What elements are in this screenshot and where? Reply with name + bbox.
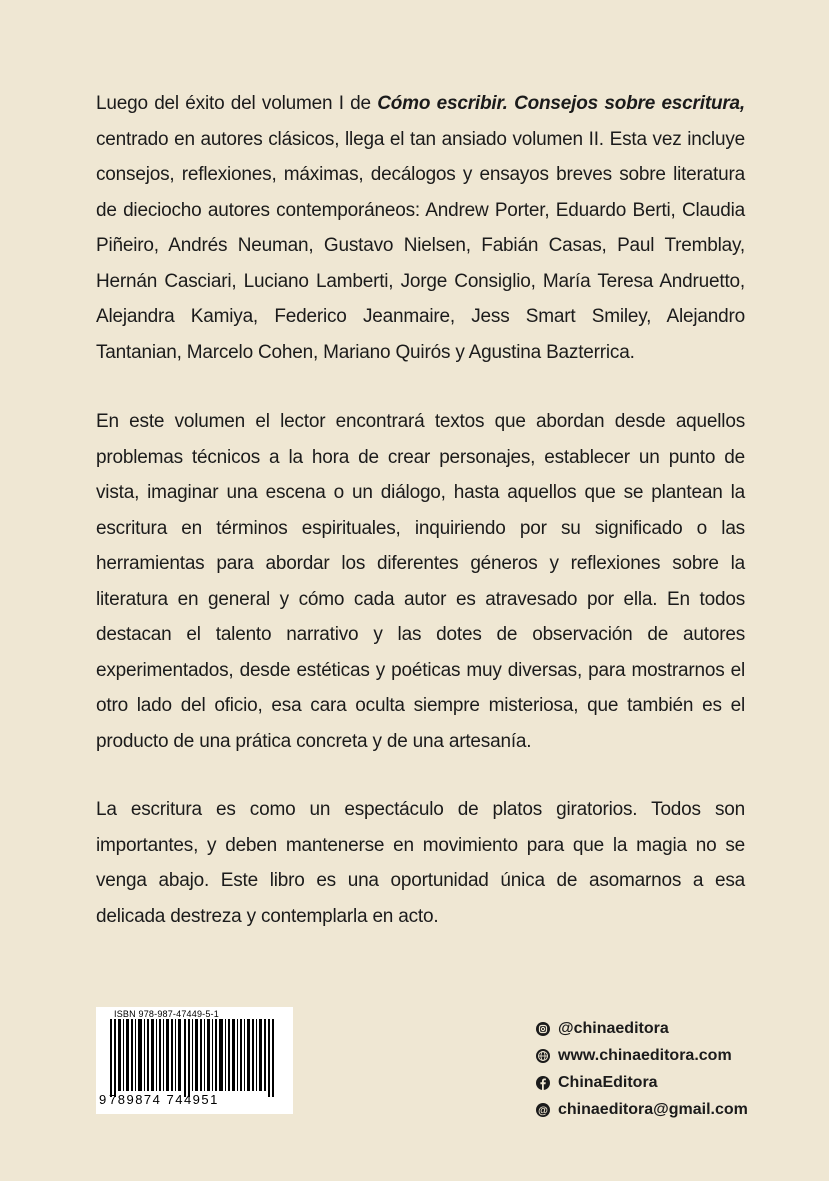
website-url: www.chinaeditora.com xyxy=(558,1046,732,1064)
isbn-barcode xyxy=(96,1007,293,1114)
at-icon xyxy=(536,1103,550,1117)
barcode-digits: 789874 744951 xyxy=(109,1092,219,1107)
instagram-icon xyxy=(536,1022,550,1036)
instagram-handle: @chinaeditora xyxy=(558,1019,669,1037)
book-title: Cómo escribir. Consejos sobre escritura, xyxy=(377,93,745,114)
contact-instagram[interactable] xyxy=(536,1015,748,1042)
facebook-icon xyxy=(536,1076,550,1090)
paragraph-1-body: centrado en autores clásicos, llega el tan ansiado volumen II. Esta vez incluye consejos, reflexiones, máximas, decálogos y ensayos breves sobre literatura de dieciocho autores contemporáneos: Andrew Porter, Eduardo Berti, Claudia Piñeiro, Andrés Neuman, Gustavo Nielsen, Fabián Casas, Paul Tremblay, Hernán Casciari, Luciano Lamberti, Jorge Consiglio, María Teresa Andruetto, Alejandra Kamiya, Federico Jeanmaire, Jess Smart Smiley, Alejandro Tantanian, Marcelo Cohen, Mariano Quirós y Agustina Bazterrica. xyxy=(96,128,745,363)
synopsis-paragraph-3: La escritura es como un espectáculo de platos giratorios. Todos son importantes, y deben mantenerse en movimiento para que la magia no se venga abajo. Este libro es una oportunidad única de asomarnos a esa delicada destreza y contemplarla en acto. xyxy=(96,799,745,927)
facebook-page: ChinaEditora xyxy=(558,1073,658,1091)
globe-icon xyxy=(536,1049,550,1063)
svg-text:@: @ xyxy=(538,1104,548,1116)
contact-list xyxy=(536,1015,748,1123)
isbn-label: ISBN 978-987-47449-5-1 xyxy=(114,1009,219,1019)
intro-text: Luego del éxito del volumen I de xyxy=(96,93,378,114)
email-address: chinaeditora@gmail.com xyxy=(558,1100,748,1118)
contact-website[interactable] xyxy=(536,1042,748,1069)
barcode-first-digit: 9 xyxy=(99,1092,107,1107)
synopsis-paragraph-2: En este volumen el lector encontrará textos que abordan desde aquellos problemas técnicos a la hora de crear personajes, establecer un punto de vista, imaginar una escena o un diálogo, hasta aquellos que se plantean la escritura en términos espirituales, inquiriendo por su significado o las herramientas para abordar los diferentes géneros y reflexiones sobre la literatura en general y cómo cada autor es atravesado por ella. En todos destacan el talento narrativo y las dotes de observación de autores experimentados, desde estéticas y poéticas muy diversas, para mostrarnos el otro lado del oficio, esa cara oculta siempre misteriosa, que también es el producto de una prática concreta y de una artesanía. xyxy=(96,411,745,752)
contact-facebook[interactable] xyxy=(536,1069,748,1096)
synopsis-paragraph-1 xyxy=(96,86,745,370)
contact-email[interactable] xyxy=(536,1096,748,1123)
